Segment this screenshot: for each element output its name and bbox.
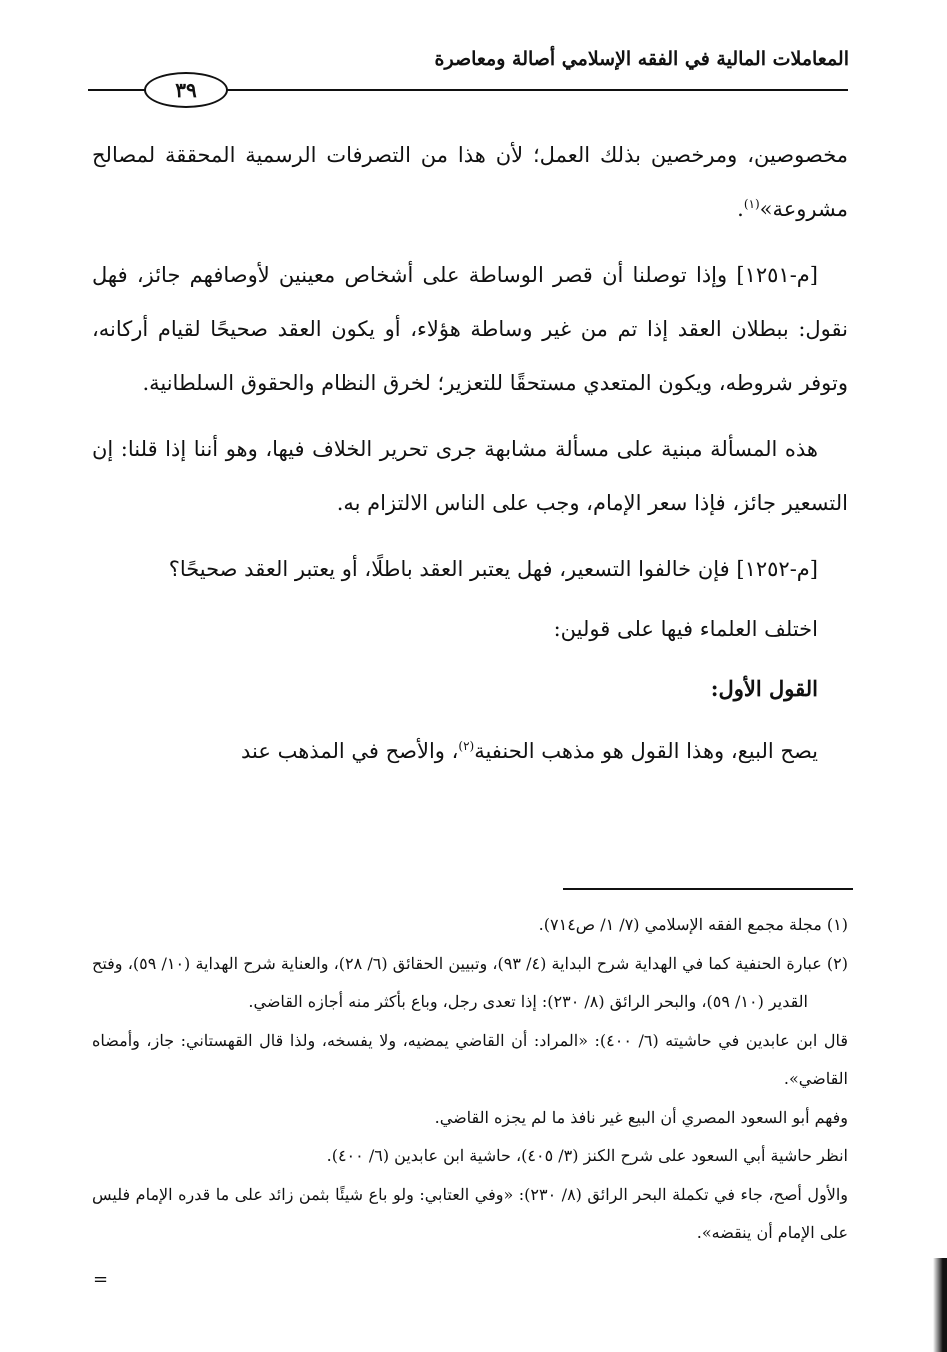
heading-first-opinion: القول الأول: [710, 676, 818, 701]
paragraph-text: يصح البيع، وهذا القول هو مذهب الحنفية [474, 739, 818, 763]
footnote-2-takmila: والأول أصح، جاء في تكملة البحر الرائق (٨/ ٢٣٠): «وفي العتابي: ولو باع شيئًا بثمن زائد على ما قدره الإمام فليس على الإمام أن ينقضه». [92, 1184, 848, 1242]
page-number: ٣٩ [144, 72, 228, 108]
paragraph-first-opinion [92, 724, 848, 778]
footnote-separator [563, 888, 853, 890]
footnote-ref-2: (٢) [458, 739, 475, 753]
paragraph-end: . [737, 197, 744, 221]
footnote-2-references: انظر حاشية أبي السعود على شرح الكنز (٣/ ٤٠٥)، حاشية ابن عابدين (٦/ ٤٠٠). [326, 1146, 848, 1165]
continued-mark: = [93, 1269, 109, 1290]
footnote-2-abu-saud: وفهم أبو السعود المصري أن البيع غير نافذ ما لم يجزه القاضي. [434, 1107, 848, 1127]
footnotes [92, 906, 848, 1253]
footnote-2-ibn-abidin: قال ابن عابدين في حاشيته (٦/ ٤٠٠): «المراد: أن القاضي يمضيه، ولا يفسخه، ولذا قال القهستاني: جاز، وأمضاه القاضي». [92, 1030, 849, 1088]
paragraph-m1252: [م-١٢٥٢] فإن خالفوا التسعير، فهل يعتبر العقد باطلًا، أو يعتبر العقد صحيحًا؟ [168, 557, 818, 581]
paragraph-continuation [92, 128, 848, 236]
footnote-ref-1: (١) [743, 197, 760, 211]
paragraph-text: ، والأصح في المذهب عند [241, 739, 459, 763]
paragraph-text: مخصوصين، ومرخصين بذلك العمل؛ لأن هذا من التصرفات الرسمية المحققة لمصالح مشروعة» [92, 143, 848, 221]
paragraph-pricing: هذه المسألة مبنية على مسألة مشابهة جرى تحرير الخلاف فيها، وهو أننا إذا قلنا: إن التسعير جائز، فإذا سعر الإمام، وجب على الناس الالتزام به. [92, 437, 848, 515]
paragraph-m1251: [م-١٢٥١] وإذا توصلنا أن قصر الوساطة على أشخاص معينين لأوصافهم جائز، فهل نقول: ببطلان العقد إذا تم من غير وساطة هؤلاء، أو يكون العقد صحيحًا لقيام أركانه، وتوفر شروطه، ويكون المتعدي مستحقًا للتعزير؛ لخرق النظام والحقوق السلطانية. [92, 263, 848, 395]
main-text [92, 128, 848, 790]
footnote-2: (٢) عبارة الحنفية كما في الهداية شرح البداية (٤/ ٩٣)، وتبيين الحقائق (٦/ ٢٨)، والعناية شرح الهداية (١٠/ ٥٩)، وفتح القدير (١٠/ ٥٩)، والبحر الرائق (٨/ ٢٣٠): إذا تعدى رجل، وباع بأكثر منه أجازه القاضي. [92, 953, 848, 1011]
paragraph-disagreement: اختلف العلماء فيها على قولين: [553, 617, 818, 641]
scan-edge-shadow [933, 1258, 947, 1352]
footnote-1: (١) مجلة مجمع الفقه الإسلامي (٧/ ١/ ص٧١٤). [538, 915, 848, 934]
running-title: المعاملات المالية في الفقه الإسلامي أصالة ومعاصرة [434, 48, 849, 70]
